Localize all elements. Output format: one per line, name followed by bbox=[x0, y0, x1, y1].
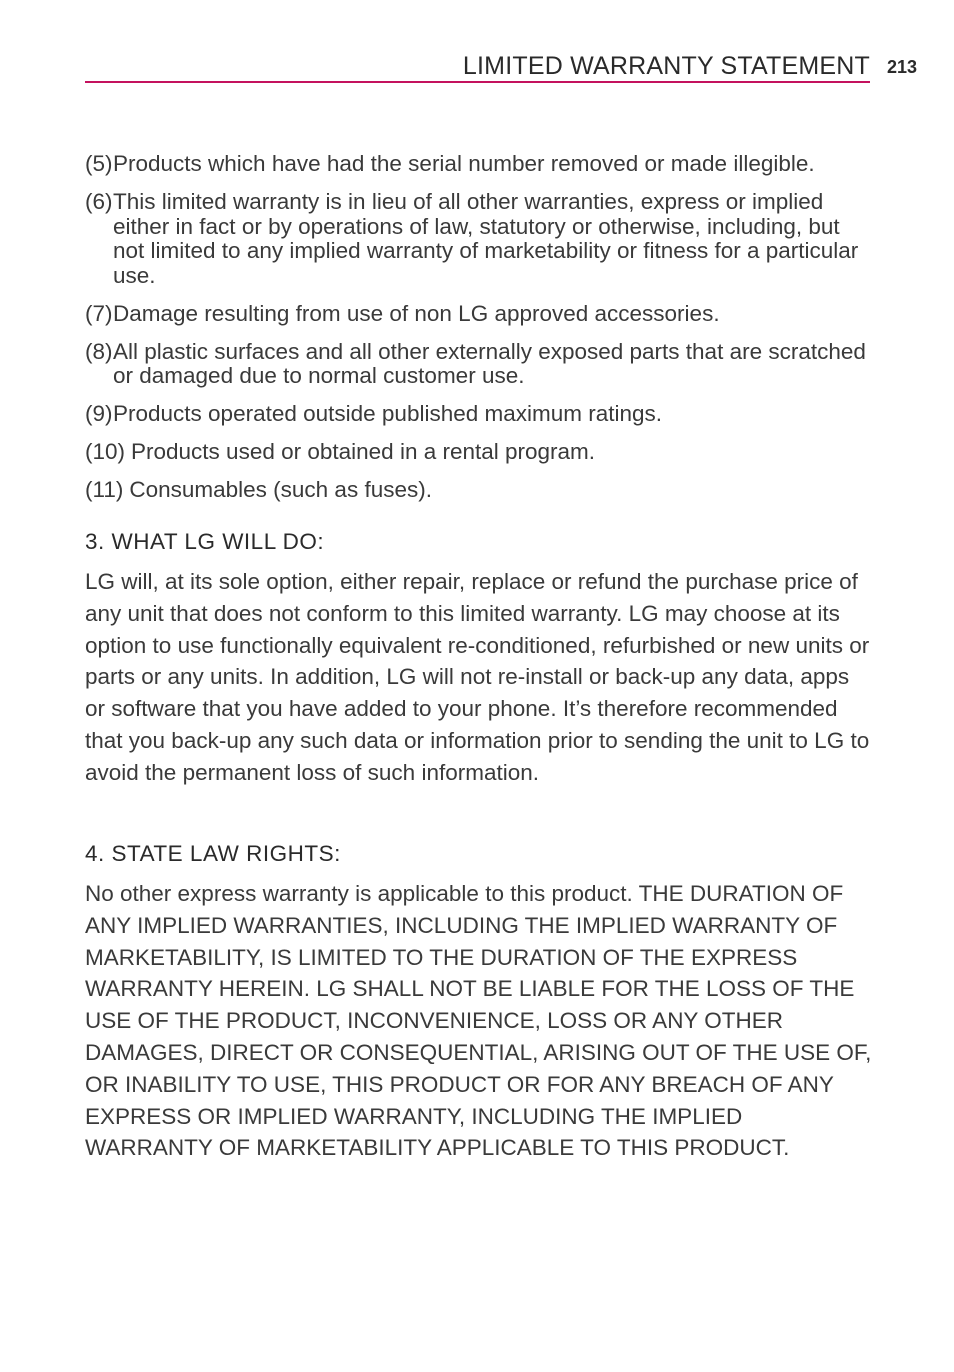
list-item-number: (10) bbox=[85, 439, 126, 464]
list-item-text: Consumables (such as fuses). bbox=[129, 477, 432, 502]
list-item bbox=[85, 340, 875, 389]
list-item-text: All plastic surfaces and all other externally exposed parts that are scratched or damaged due to normal customer use. bbox=[113, 338, 866, 388]
list-item-text: Damage resulting from use of non LG approved accessories. bbox=[113, 300, 720, 326]
section-body: LG will, at its sole option, either repair, replace or refund the purchase price of any unit that does not conform to this limited warranty. LG may choose at its option to use functionally equivalent re-conditioned, refurbished or new units or parts or any units. In addition, LG will not re-install or back-up any data, apps or software that you have added to your phone. It’s therefore recommended that you back-up any such data or information prior to sending the unit to LG to avoid the permanent loss of such information. bbox=[85, 569, 870, 785]
header-title: LIMITED WARRANTY STATEMENT bbox=[462, 52, 870, 80]
list-item bbox=[85, 402, 875, 427]
list-item bbox=[85, 440, 875, 465]
section-heading: 4. STATE LAW RIGHTS: bbox=[85, 841, 341, 866]
list-item-text: Products operated outside published maximum ratings. bbox=[113, 401, 663, 426]
page-number: 213 bbox=[887, 57, 918, 77]
header-rule bbox=[85, 81, 870, 83]
list-item bbox=[85, 478, 875, 503]
section-body: No other express warranty is applicable to this product. THE DURATION OF ANY IMPLIED WARRANTIES, INCLUDING THE IMPLIED WARRANTY OF MARKETABILITY, IS LIMITED TO THE DURATION OF THE EXPRESS WARRANTY HEREIN. LG SHALL NOT BE LIABLE FOR THE LOSS OF THE USE OF THE PRODUCT, INCONVENIENCE, LOSS OR ANY OTHER DAMAGES, DIRECT OR CONSEQUENTIAL, ARISING OUT OF THE USE OF, OR INABILITY TO USE, THIS PRODUCT OR FOR ANY BREACH OF ANY EXPRESS OR IMPLIED WARRANTY, INCLUDING THE IMPLIED WARRANTY OF MARKETABILITY APPLICABLE TO THIS PRODUCT. bbox=[85, 881, 872, 1161]
page-header bbox=[85, 50, 870, 84]
section-state-law-rights bbox=[85, 841, 875, 1164]
section-heading: 3. WHAT LG WILL DO: bbox=[85, 529, 325, 554]
list-item-text: This limited warranty is in lieu of all other warranties, express or implied either in fact or by operations of law, statutory or otherwise, including, but not limited to any implied warranty of marketability or fitness for a particular use. bbox=[113, 189, 859, 288]
list-item-number: (6) bbox=[85, 189, 113, 214]
list-item-number: (7) bbox=[85, 300, 113, 326]
list-item-text: Products used or obtained in a rental program. bbox=[131, 439, 596, 464]
exclusions-list bbox=[85, 152, 875, 516]
list-item bbox=[85, 190, 875, 288]
list-item bbox=[85, 152, 875, 177]
list-item-number: (5) bbox=[85, 151, 113, 176]
list-item bbox=[85, 302, 875, 327]
list-item-number: (9) bbox=[85, 401, 113, 426]
list-item-number: (8) bbox=[85, 338, 113, 364]
list-item-text: Products which have had the serial number removed or made illegible. bbox=[113, 151, 815, 176]
list-item-number: (11) bbox=[85, 477, 124, 502]
section-what-lg-will-do bbox=[85, 529, 875, 789]
